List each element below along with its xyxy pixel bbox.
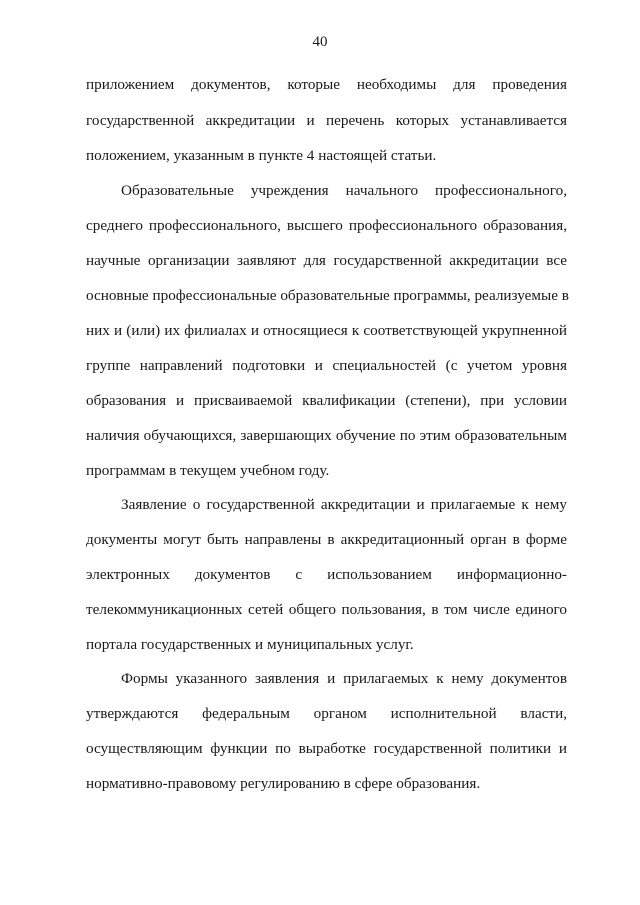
paragraph-3-line-2: документы могут быть направлены в аккредитационный орган в форме bbox=[86, 531, 567, 548]
paragraph-1-line-3: положением, указанным в пункте 4 настоящей статьи. bbox=[86, 147, 437, 164]
paragraph-2-line-1: Образовательные учреждения начального профессионального, bbox=[121, 182, 567, 199]
paragraph-2-line-9: программам в текущем учебном году. bbox=[86, 462, 330, 479]
paragraph-4-line-1: Формы указанного заявления и прилагаемых к нему документов bbox=[121, 670, 567, 687]
paragraph-2-line-8: наличия обучающихся, завершающих обучение по этим образовательным bbox=[86, 427, 567, 444]
page-number: 40 bbox=[312, 34, 328, 50]
paragraph-2-line-4: основные профессиональные образовательные программы, реализуемые в bbox=[86, 287, 569, 304]
paragraph-3-line-1: Заявление о государственной аккредитации и прилагаемые к нему bbox=[121, 496, 567, 513]
paragraph-4-line-4: нормативно-правовому регулированию в сфере образования. bbox=[86, 775, 481, 792]
paragraph-2-line-7: образования и присваиваемой квалификации (степени), при условии bbox=[86, 392, 567, 409]
paragraph-4-line-3: осуществляющим функции по выработке государственной политики и bbox=[86, 740, 567, 757]
paragraph-4-line-2: утверждаются федеральным органом исполнительной власти, bbox=[86, 705, 567, 722]
paragraph-1-line-2: государственной аккредитации и перечень которых устанавливается bbox=[86, 112, 567, 129]
paragraph-2-line-5: них и (или) их филиалах и относящиеся к соответствующей укрупненной bbox=[86, 322, 567, 339]
paragraph-2-line-3: научные организации заявляют для государственной аккредитации все bbox=[86, 252, 567, 269]
paragraph-1-line-1: приложением документов, которые необходимы для проведения bbox=[86, 76, 567, 93]
paragraph-3-line-5: портала государственных и муниципальных услуг. bbox=[86, 636, 414, 653]
paragraph-2-line-6: группе направлений подготовки и специальностей (с учетом уровня bbox=[86, 357, 567, 374]
paragraph-2-line-2: среднего профессионального, высшего профессионального образования, bbox=[86, 217, 567, 234]
paragraph-3-line-4: телекоммуникационных сетей общего пользования, в том числе единого bbox=[86, 601, 567, 618]
paragraph-3-line-3: электронных документов с использованием информационно- bbox=[86, 566, 567, 583]
